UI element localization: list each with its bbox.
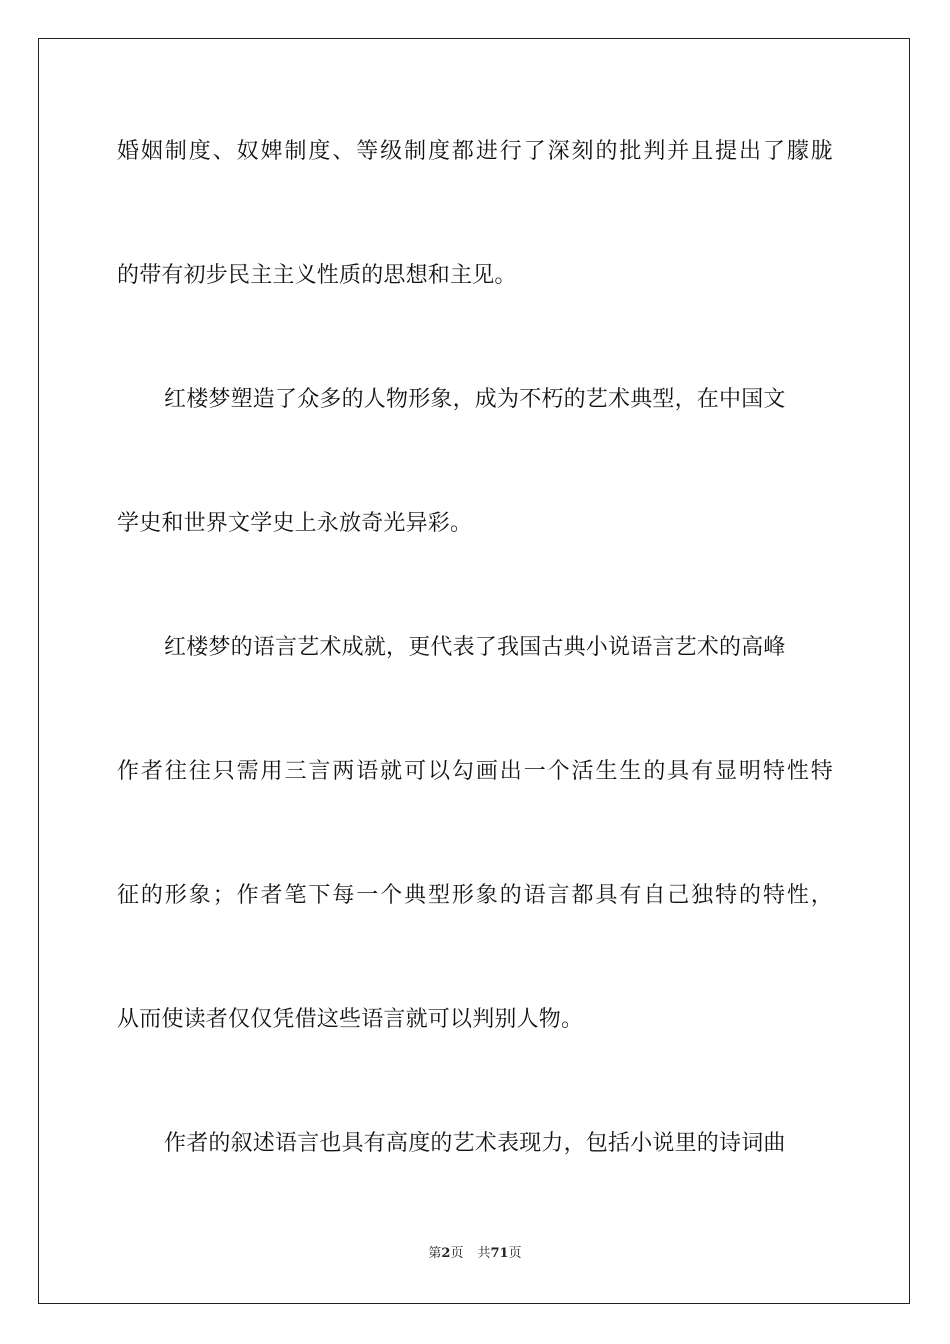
page-number: 2 — [441, 1246, 451, 1261]
total-pages: 71 — [490, 1246, 509, 1261]
total-suffix: 页 — [508, 1246, 522, 1261]
total-prefix: 共 — [477, 1246, 491, 1261]
page-footer — [0, 1246, 950, 1262]
text-line-3: 红楼梦塑造了众多的人物形象，成为不朽的艺术典型，在中国文 — [164, 387, 786, 412]
text-line-1: 婚姻制度、奴婢制度、等级制度都进行了深刻的批判并且提出了朦胧 — [117, 139, 833, 164]
page-frame — [38, 38, 910, 1304]
text-line-9: 作者的叙述语言也具有高度的艺术表现力，包括小说里的诗词曲 — [164, 1131, 786, 1156]
page-suffix: 页 — [450, 1246, 464, 1261]
page-prefix: 第 — [428, 1246, 442, 1261]
text-line-7: 征的形象；作者笔下每一个典型形象的语言都具有自己独特的特性， — [117, 883, 833, 908]
text-line-5: 红楼梦的语言艺术成就，更代表了我国古典小说语言艺术的高峰 — [164, 635, 786, 660]
text-line-4: 学史和世界文学史上永放奇光异彩。 — [117, 511, 473, 536]
text-line-8: 从而使读者仅仅凭借这些语言就可以判别人物。 — [117, 1007, 584, 1032]
text-line-6: 作者往往只需用三言两语就可以勾画出一个活生生的具有显明特性特 — [117, 759, 833, 784]
text-line-2: 的带有初步民主主义性质的思想和主见。 — [117, 263, 517, 288]
